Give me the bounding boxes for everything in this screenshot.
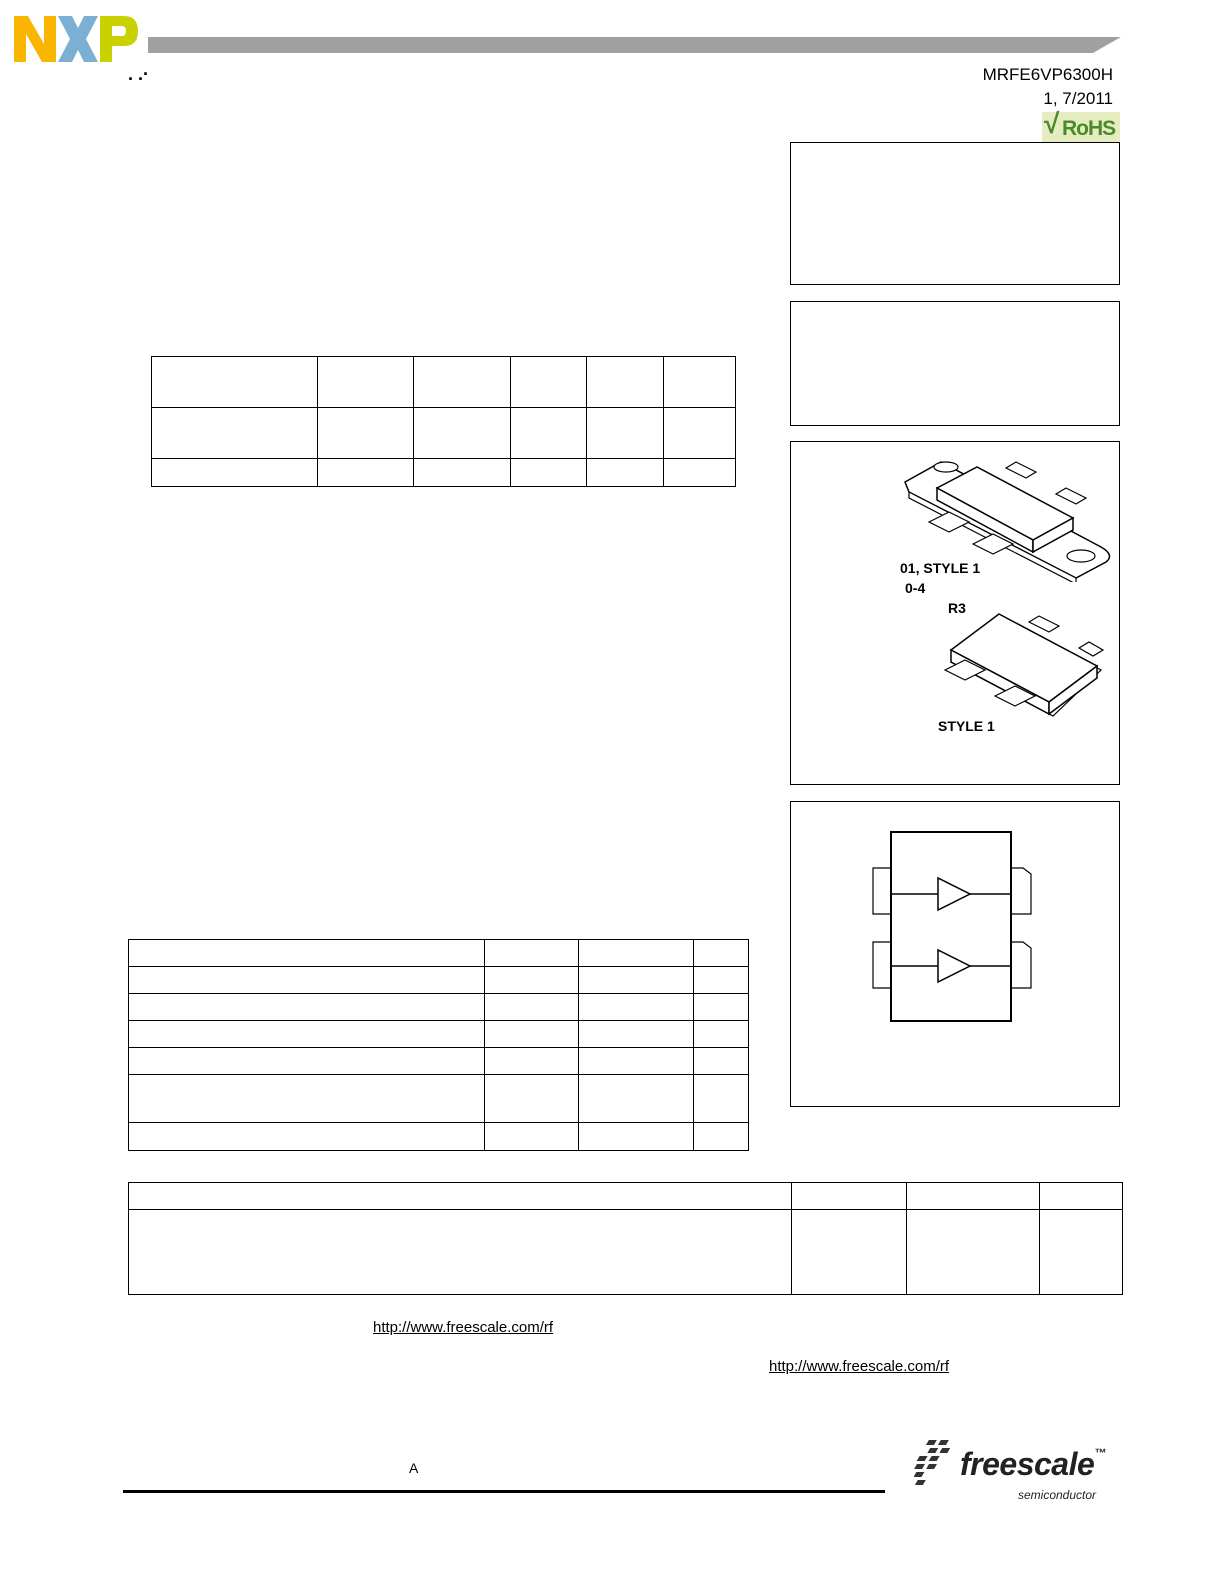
freescale-subbrand: semiconductor	[1018, 1488, 1097, 1502]
package-box	[790, 441, 1120, 785]
table-row	[152, 459, 736, 487]
table-row	[152, 357, 736, 408]
footer-rule	[123, 1490, 885, 1493]
freescale-wordmark	[960, 1446, 1106, 1483]
table-row	[129, 1123, 749, 1151]
nxp-logo-icon	[14, 14, 138, 64]
table-row	[129, 1021, 749, 1048]
rohs-text: RoHS	[1062, 117, 1116, 140]
header-bar	[148, 37, 1121, 53]
rohs-logo	[1042, 108, 1120, 142]
table-row	[129, 1183, 1123, 1210]
header-dots: . .·	[128, 64, 149, 84]
package-label-3: R3	[948, 600, 966, 616]
freescale-rf-link-1[interactable]: http://www.freescale.com/rf	[373, 1319, 554, 1336]
table-row	[129, 1210, 1123, 1295]
table-2	[128, 939, 749, 1151]
package-label-4: STYLE 1	[938, 718, 995, 734]
part-number: MRFE6VP6300H	[982, 65, 1113, 84]
header-bar-shape	[148, 37, 1121, 53]
package-label-2: 0-4	[905, 580, 926, 596]
info-box-1	[790, 142, 1120, 285]
pin-diagram	[871, 830, 1035, 1024]
package-drawing-earless	[941, 610, 1111, 722]
nxp-logo	[14, 14, 138, 64]
info-box-2	[790, 301, 1120, 426]
table-3	[128, 1182, 1123, 1295]
table-row	[129, 1075, 749, 1123]
rohs-check-icon: √	[1044, 108, 1060, 139]
revision: 1, 7/2011	[1043, 89, 1113, 108]
table-row	[129, 1048, 749, 1075]
freescale-logo	[914, 1438, 1120, 1504]
freescale-rf-link-2[interactable]: http://www.freescale.com/rf	[769, 1358, 950, 1375]
table-row	[129, 994, 749, 1021]
table-row	[129, 940, 749, 967]
freescale-brand: freescale	[960, 1446, 1095, 1482]
table-row	[152, 408, 736, 459]
freescale-mark-icon	[914, 1438, 962, 1488]
package-label-1: 01, STYLE 1	[900, 560, 981, 576]
footer-letter: A	[409, 1460, 419, 1476]
table-row	[129, 967, 749, 994]
trademark: ™	[1094, 1446, 1106, 1460]
pin-diagram-box	[790, 801, 1120, 1107]
table-1	[151, 356, 736, 487]
